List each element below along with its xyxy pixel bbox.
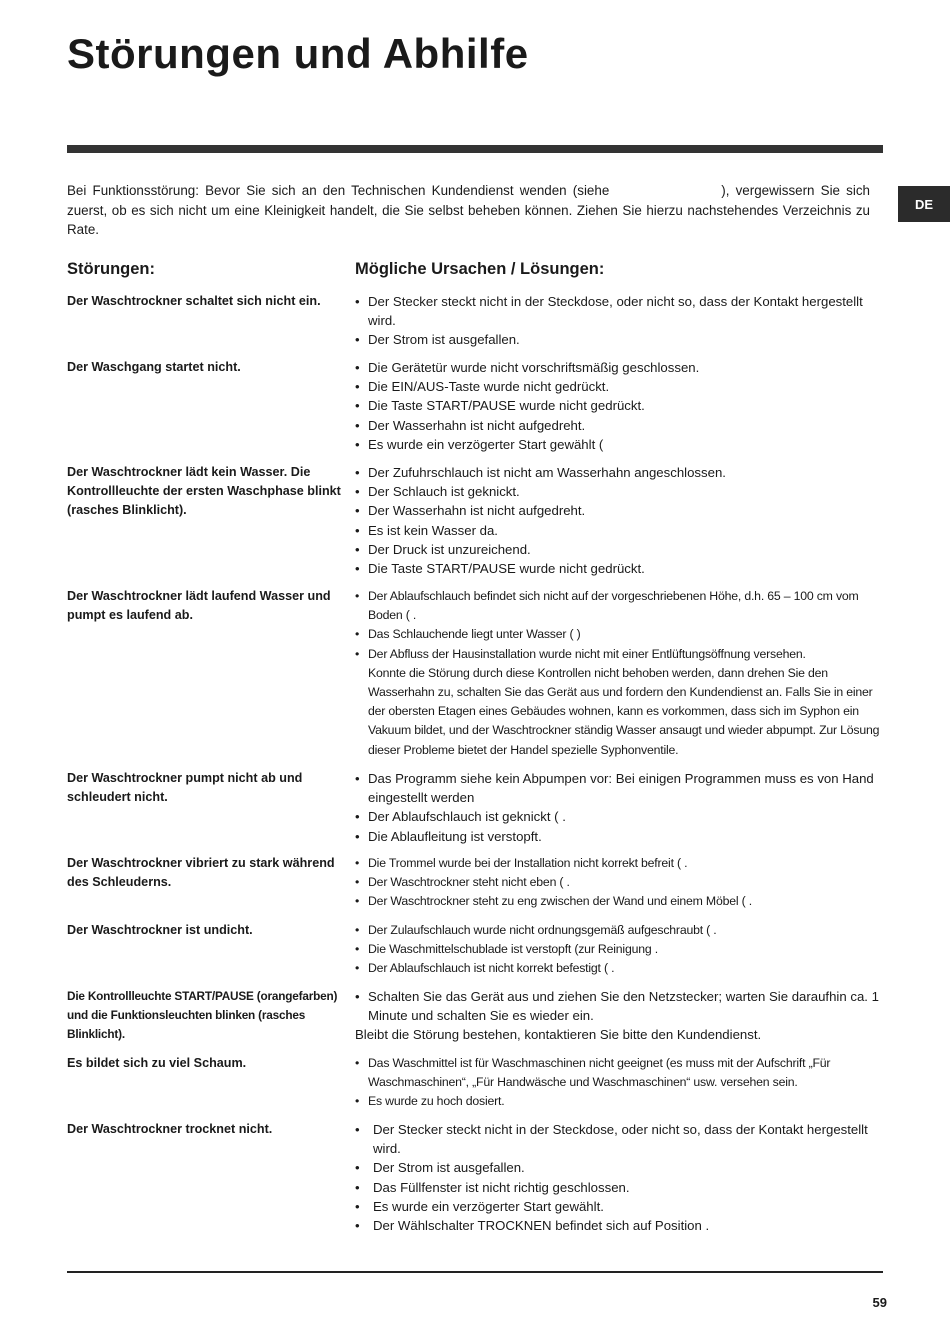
top-divider (67, 145, 883, 153)
causes-list (355, 769, 883, 846)
cause-item: • Der Stecker steckt nicht in der Steckdose, oder nicht so, dass der Kontakt hergestellt wird. (355, 292, 883, 330)
cause-item: • Der Waschtrockner steht zu eng zwischen der Wand und einem Möbel ( . (355, 892, 883, 911)
page-number: 59 (872, 1295, 887, 1310)
cause-item: • Das Füllfenster ist nicht richtig geschlossen. (355, 1178, 883, 1197)
cause-item: • Die Gerätetür wurde nicht vorschriftsmäßig geschlossen. (355, 358, 883, 377)
cause-item: • Es wurde ein verzögerter Start gewählt. (355, 1197, 883, 1216)
causes-list (355, 921, 883, 979)
intro-text-1: Bei Funktionsstörung: Bevor Sie sich an den Technischen Kundendienst wenden (siehe (67, 183, 610, 198)
cause-item: • Der Zufuhrschlauch ist nicht am Wasserhahn angeschlossen. (355, 463, 883, 482)
cause-item: • Der Ablaufschlauch ist geknickt ( . (355, 807, 883, 826)
cause-item: • Es wurde zu hoch dosiert. (355, 1092, 883, 1111)
causes-list (355, 1120, 883, 1235)
causes-list (355, 292, 883, 350)
cause-note: Bleibt die Störung bestehen, kontaktieren Sie bitte den Kundendienst. (355, 1027, 762, 1043)
cause-item: • Der Abfluss der Hausinstallation wurde nicht mit einer Entlüftungsöffnung versehen. (355, 645, 883, 664)
language-tab: DE (898, 186, 950, 222)
problem-text: Der Waschtrockner lädt kein Wasser. Die Kontrollleuchte der ersten Waschphase blinkt (rasches Blinklicht). (67, 465, 341, 518)
cause-item: • Das Schlauchende liegt unter Wasser ( ) (355, 625, 883, 644)
cause-item: • Das Waschmittel ist für Waschmaschinen nicht geeignet (es muss mit der Aufschrift „Für Waschmaschinen“, „Für Handwäsche und Waschmaschinen“ usw. versehen sein. (355, 1054, 883, 1092)
causes-list (355, 587, 883, 760)
cause-item: • Das Programm siehe kein Abpumpen vor: Bei einigen Programmen muss es von Hand eingestellt werden (355, 769, 883, 807)
problem-text: Der Waschtrockner schaltet sich nicht ein. (67, 294, 321, 308)
cause-item: • Es wurde ein verzögerter Start gewählt ( (355, 435, 883, 454)
cause-item: • Die EIN/AUS-Taste wurde nicht gedrückt. (355, 377, 883, 396)
cause-item: • Die Waschmittelschublade ist verstopft (zur Reinigung . (355, 940, 883, 959)
cause-item: • Der Waschtrockner steht nicht eben ( . (355, 873, 883, 892)
causes-list (355, 358, 883, 454)
cause-item: • Die Taste START/PAUSE wurde nicht gedrückt. (355, 559, 883, 578)
cause-note: Konnte die Störung durch diese Kontrollen nicht behoben werden, dann drehen Sie den Wasserhahn zu, schalten Sie das Gerät aus und fordern den Kundendienst an. Falls Sie in einer der obersten Etagen eines Gebäudes wohnen, kann es vorkommen, dass sich im Syphon ein Vakuum bildet, und der Waschtrockner ständig Wasser ansaugt und wieder abpumpt. Zur Lösung dieser Probleme bietet der Handel spezielle Syphonventile. (368, 665, 880, 757)
problem-text: Der Waschtrockner trocknet nicht. (67, 1122, 273, 1136)
cause-item: • Die Taste START/PAUSE wurde nicht gedrückt. (355, 396, 883, 415)
causes-list (355, 463, 883, 578)
problem-text: Es bildet sich zu viel Schaum. (67, 1056, 247, 1070)
cause-item: • Der Ablaufschlauch ist nicht korrekt befestigt ( . (355, 959, 883, 978)
cause-item: • Die Ablaufleitung ist verstopft. (355, 827, 883, 846)
causes-list (355, 854, 883, 912)
cause-item: • Der Wählschalter TROCKNEN befindet sich auf Position . (355, 1216, 883, 1235)
problem-text: Der Waschgang startet nicht. (67, 360, 241, 374)
cause-item: • Der Druck ist unzureichend. (355, 540, 883, 559)
cause-item: • Der Zulaufschlauch wurde nicht ordnungsgemäß aufgeschraubt ( . (355, 921, 883, 940)
cause-item: • Der Strom ist ausgefallen. (355, 1158, 883, 1177)
problem-text: Die Kontrollleuchte START/PAUSE (orangefarben) und die Funktionsleuchten blinken (rasches Blinklicht). (67, 989, 338, 1042)
causes-heading: Mögliche Ursachen / Lösungen: (355, 260, 605, 278)
problem-text: Der Waschtrockner vibriert zu stark während des Schleuderns. (67, 856, 335, 890)
problem-text: Der Waschtrockner lädt laufend Wasser und pumpt es laufend ab. (67, 589, 331, 623)
cause-item: • Der Strom ist ausgefallen. (355, 330, 883, 349)
intro-paragraph (67, 181, 870, 240)
cause-item: • Der Schlauch ist geknickt. (355, 482, 883, 501)
cause-item: • Schalten Sie das Gerät aus und ziehen Sie den Netzstecker; warten Sie daraufhin ca. 1 Minute und schalten Sie es wieder ein. (355, 987, 883, 1025)
intro-text-2: ), vergewissern Sie sich zuerst, ob es sich nicht um eine Kleinigkeit handelt, die Sie selbst beheben können. Ziehen Sie hierzu nachstehendes Verzeichnis zu Rate. (67, 183, 870, 237)
cause-item: • Der Wasserhahn ist nicht aufgedreht. (355, 501, 883, 520)
problems-heading: Störungen: (67, 260, 155, 278)
cause-item: • Die Trommel wurde bei der Installation nicht korrekt befreit ( . (355, 854, 883, 873)
causes-list (355, 987, 883, 1045)
problem-text: Der Waschtrockner pumpt nicht ab und schleudert nicht. (67, 771, 303, 805)
cause-item: • Der Ablaufschlauch befindet sich nicht auf der vorgeschriebenen Höhe, d.h. 65 – 100 cm vom Boden ( . (355, 587, 883, 625)
cause-item: • Der Wasserhahn ist nicht aufgedreht. (355, 416, 883, 435)
cause-item: • Es ist kein Wasser da. (355, 521, 883, 540)
causes-list (355, 1054, 883, 1112)
page-title: Störungen und Abhilfe (67, 30, 529, 77)
cause-item: • Der Stecker steckt nicht in der Steckdose, oder nicht so, dass der Kontakt hergestellt wird. (355, 1120, 883, 1158)
bottom-divider (67, 1271, 883, 1273)
problem-text: Der Waschtrockner ist undicht. (67, 923, 253, 937)
